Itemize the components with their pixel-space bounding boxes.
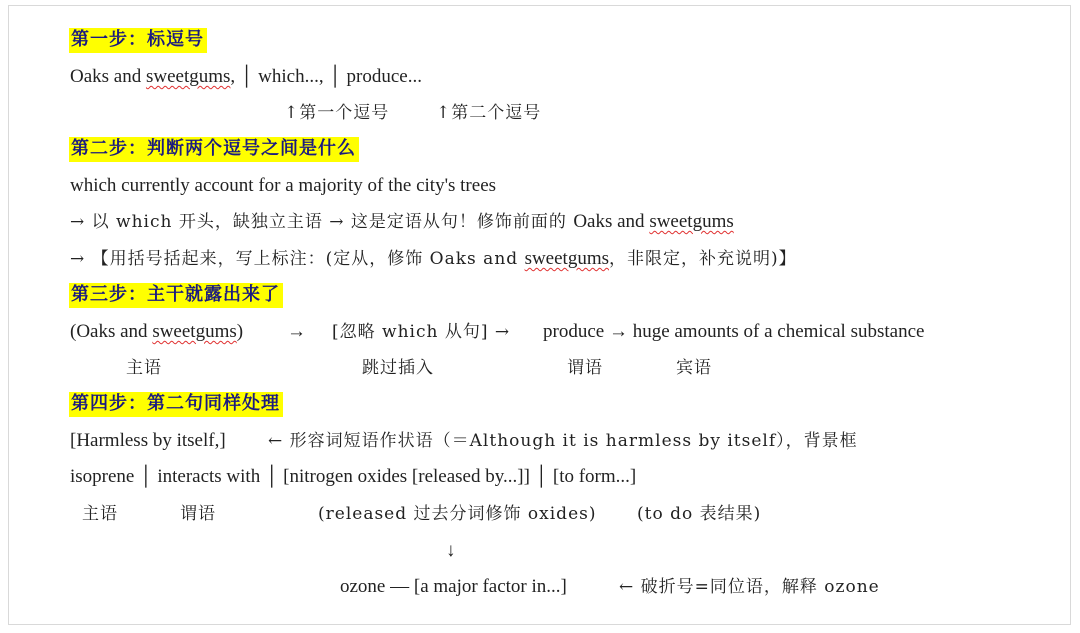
- step3-sweetgums: sweetgums: [152, 321, 237, 342]
- step3-subject-close: ): [236, 321, 244, 342]
- step3-label-predicate: 谓语: [567, 358, 603, 378]
- step3-label-object: 宾语: [676, 358, 712, 378]
- step2-bracket-line: [70, 247, 797, 271]
- step4-phrase-note: ← 形容词短语作状语（＝Although it is harmless by itself），背景框: [268, 431, 858, 451]
- step3-subject: [70, 320, 243, 344]
- ozone-line: ozone — [a major factor in...]: [340, 576, 567, 597]
- step2-oaks: Oaks and: [573, 211, 650, 232]
- step2-analysis-text: → 以 which 开头，缺独立主语 → 这是定语从句！修饰前面的: [70, 212, 574, 232]
- second-comma-label: ↑第二个逗号: [436, 103, 542, 123]
- step3-rest: produce → huge amounts of a chemical substance: [543, 321, 925, 342]
- step4-structure-line: isoprene │ interacts with │ [nitrogen oxides [released by...]] │ [to form...]: [70, 466, 637, 487]
- ozone-note: ← 破折号=同位语，解释 ozone: [619, 577, 880, 597]
- step1-sentence-tail: , │ which..., │ produce...: [230, 66, 422, 87]
- step1-oaks: Oaks and: [70, 66, 146, 87]
- step4-heading: 第四步：第二句同样处理: [69, 392, 283, 417]
- step3-heading: 第三步：主干就露出来了: [69, 283, 283, 308]
- step2-bracket-pre: → 【用括号括起来，写上标注：(定从，修饰 Oaks and: [70, 249, 525, 269]
- step2-clause: which currently account for a majority of the city's trees: [70, 175, 497, 196]
- step3-skip-clause: [忽略 which 从句] →: [332, 322, 511, 342]
- step3-label-skip: 跳过插入: [362, 358, 434, 378]
- step4-released-note: (released 过去分词修饰 oxides): [318, 504, 597, 524]
- step3-arrow: →: [287, 321, 306, 342]
- step1-heading: 第一步：标逗号: [69, 28, 207, 53]
- step1-sentence: [70, 65, 422, 89]
- step2-analysis-line: [70, 210, 734, 234]
- down-arrow: ↓: [446, 540, 456, 561]
- step1-sweetgums: sweetgums: [145, 66, 231, 87]
- step3-label-subject: 主语: [126, 358, 162, 378]
- step2-heading: 第二步：判断两个逗号之间是什么: [69, 137, 359, 162]
- step4-to-do-note: (to do 表结果): [637, 504, 762, 524]
- step2-bracket-sweetgums: sweetgums: [524, 248, 609, 269]
- first-comma-label: ↑第一个逗号: [284, 103, 390, 123]
- step4-phrase: [Harmless by itself,]: [70, 430, 226, 451]
- step2-bracket-post: ，非限定，补充说明)】: [609, 249, 797, 269]
- step4-label-subject: 主语: [82, 504, 118, 524]
- step2-sweetgums: sweetgums: [649, 211, 734, 232]
- step3-subject-open: (Oaks and: [70, 321, 153, 342]
- step4-label-predicate: 谓语: [180, 504, 216, 524]
